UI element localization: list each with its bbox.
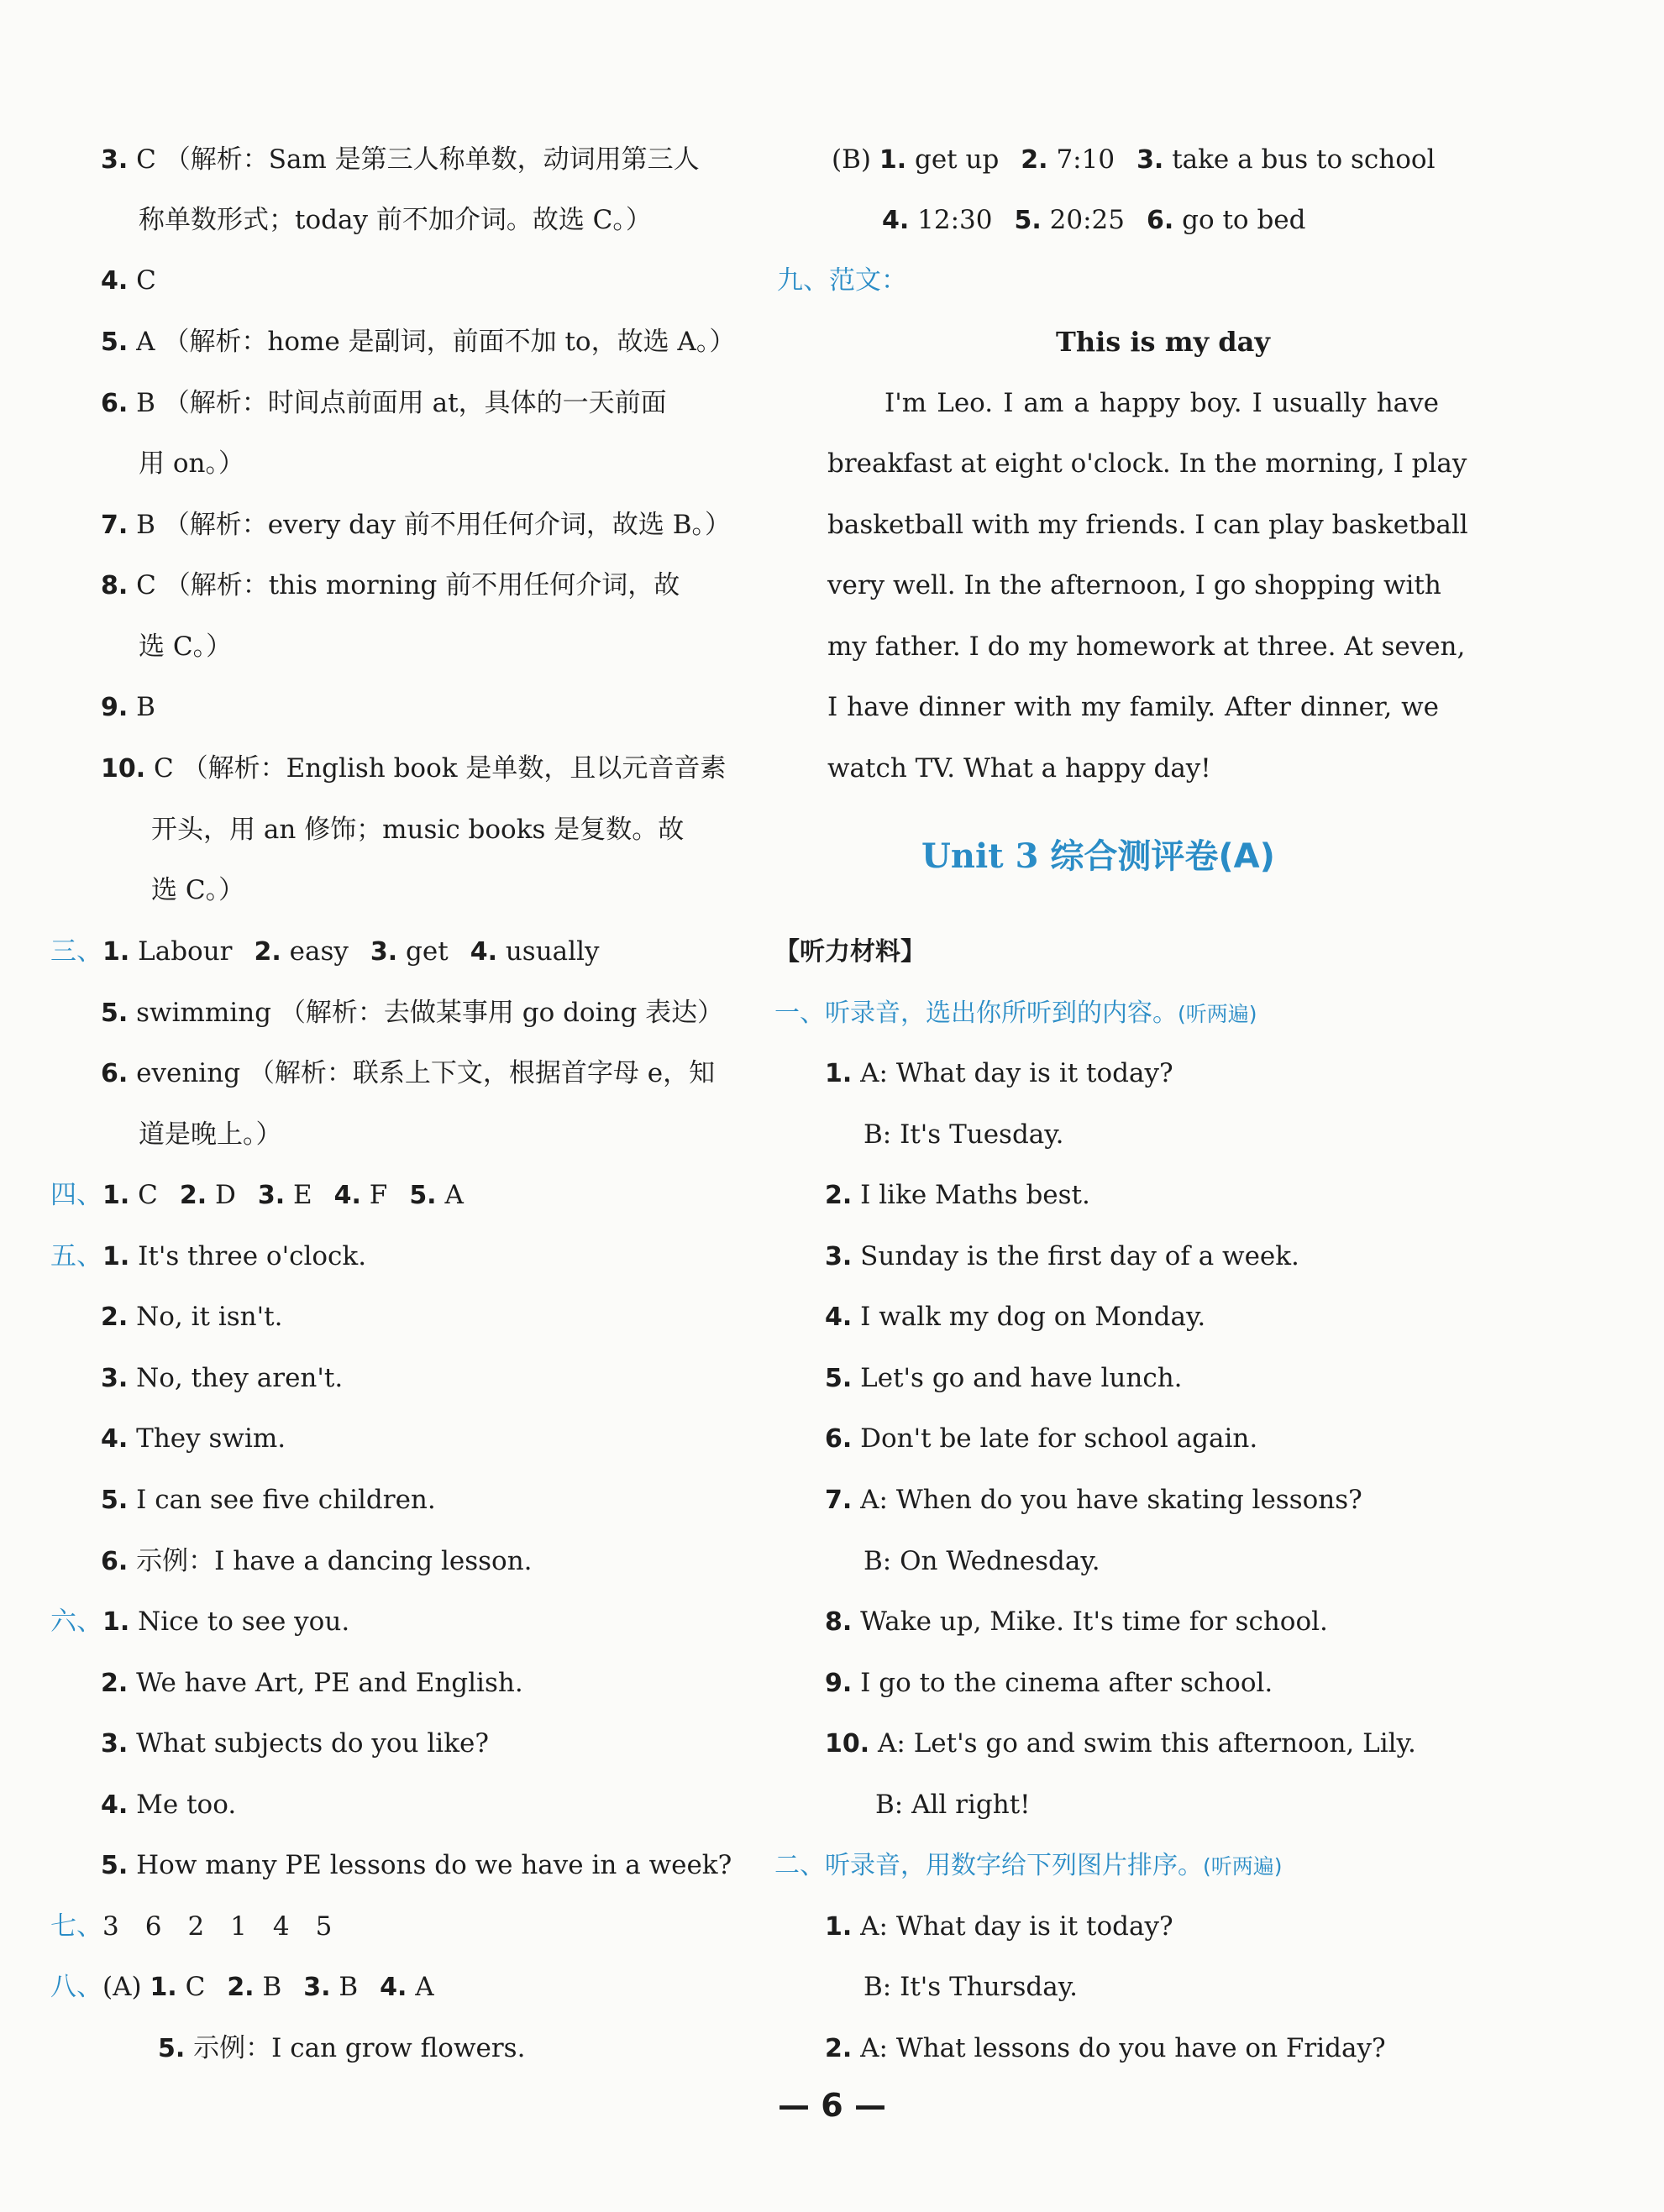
essay-line-2: breakfast at eight o'clock. In the morning, I play (827, 448, 1467, 479)
listen-6: 6. Don't be late for school again. (825, 1423, 1258, 1454)
section-6-item-1: 六、1. Nice to see you. (50, 1607, 350, 1637)
section-7: 七、3 6 2 1 4 5 (50, 1911, 333, 1942)
answer-10-cont1: 开头，用 an 修饰；music books 是复数。故 (151, 815, 685, 845)
section-8-a: 八、(A) 1. C 2. B 3. B 4. A (50, 1972, 434, 2002)
page-number: — 6 — (778, 2087, 886, 2124)
section-3-line-1: 三、1. Labour 2. easy 3. get 4. usually (50, 936, 600, 967)
section-8-b-line-1: (B) 1. get up 2. 7:10 3. take a bus to school (832, 144, 1436, 175)
section-5-item-6: 6. 示例：I have a dancing lesson. (101, 1546, 533, 1576)
section-5-item-4: 4. They swim. (101, 1423, 286, 1454)
listen-5: 5. Let's go and have lunch. (825, 1363, 1183, 1393)
answer-6-cont: 用 on。） (139, 448, 244, 479)
listen-7b: B: On Wednesday. (863, 1546, 1100, 1576)
essay-line-4: very well. In the afternoon, I go shopping with (827, 570, 1441, 600)
answer-9: 9. B (101, 692, 155, 722)
essay-line-6: I have dinner with my family. After dinner, we (827, 692, 1439, 722)
essay-title: This is my day (1056, 326, 1270, 358)
answer-6: 6. B （解析：时间点前面用 at，具体的一天前面 (101, 388, 667, 418)
essay-line-1: I'm Leo. I am a happy boy. I usually have (884, 388, 1439, 418)
listen-7a: 7. A: When do you have skating lessons? (825, 1485, 1362, 1515)
listening-header: 【听力材料】 (774, 937, 926, 967)
section-6-item-2: 2. We have Art, PE and English. (101, 1668, 523, 1698)
part-2-item-2a: 2. A: What lessons do you have on Friday? (825, 2033, 1386, 2063)
part-2-item-1b: B: It's Thursday. (863, 1972, 1078, 2002)
essay-line-3: basketball with my friends. I can play basketball (827, 510, 1468, 540)
answer-3: 3. C （解析：Sam 是第三人称单数，动词用第三人 (101, 144, 700, 175)
part-2-item-1a: 1. A: What day is it today? (825, 1911, 1173, 1942)
listen-1a: 1. A: What day is it today? (825, 1058, 1173, 1088)
section-4: 四、1. C 2. D 3. E 4. F 5. A (50, 1180, 464, 1210)
part-2-header: 二、听录音，用数字给下列图片排序。(听两遍) (774, 1851, 1283, 1880)
unit-title: Unit 3 综合测评卷(A) (921, 836, 1275, 876)
section-5-item-5: 5. I can see five children. (101, 1485, 436, 1515)
section-5-item-2: 2. No, it isn't. (101, 1302, 283, 1332)
answer-8: 8. C （解析：this morning 前不用任何介词，故 (101, 570, 680, 600)
section-5-item-3: 3. No, they aren't. (101, 1363, 344, 1393)
listen-10b: B: All right! (875, 1790, 1031, 1820)
listen-4: 4. I walk my dog on Monday. (825, 1302, 1206, 1332)
listen-9: 9. I go to the cinema after school. (825, 1668, 1273, 1698)
section-6-item-3: 3. What subjects do you like? (101, 1728, 489, 1759)
listen-1b: B: It's Tuesday. (863, 1119, 1064, 1150)
answer-5: 5. A （解析：home 是副词，前面不加 to，故选 A。） (101, 327, 736, 357)
section-9-header: 九、范文： (777, 265, 907, 296)
answer-8-cont: 选 C。） (139, 632, 233, 662)
answer-10: 10. C （解析：English book 是单数，且以元音音素 (101, 753, 727, 784)
section-8-b-line-2: 4. 12:30 5. 20:25 6. go to bed (882, 205, 1306, 235)
answer-10-cont2: 选 C。） (151, 875, 245, 905)
section-5-item-1: 五、1. It's three o'clock. (50, 1241, 367, 1271)
answer-4: 4. C (101, 265, 156, 296)
section-8-a-item-5: 5. 示例：I can grow flowers. (158, 2033, 526, 2063)
section-3-item-6: 6. evening （解析：联系上下文，根据首字母 e，知 (101, 1058, 716, 1088)
listen-2: 2. I like Maths best. (825, 1180, 1090, 1210)
section-3-item-5: 5. swimming （解析：去做某事用 go doing 表达） (101, 998, 724, 1028)
listen-10a: 10. A: Let's go and swim this afternoon, Lily. (825, 1728, 1416, 1759)
listen-3: 3. Sunday is the first day of a week. (825, 1241, 1299, 1271)
section-6-item-5: 5. How many PE lessons do we have in a week? (101, 1850, 732, 1880)
essay-line-5: my father. I do my homework at three. At seven, (827, 632, 1466, 662)
answer-7: 7. B （解析：every day 前不用任何介词，故选 B。） (101, 510, 731, 540)
section-6-item-4: 4. Me too. (101, 1790, 237, 1820)
section-3-item-6-cont: 道是晚上。） (139, 1119, 282, 1150)
part-1-header: 一、听录音，选出你所听到的内容。(听两遍) (774, 999, 1257, 1028)
listen-8: 8. Wake up, Mike. It's time for school. (825, 1607, 1328, 1637)
answer-3-cont: 称单数形式；today 前不加介词。故选 C。） (139, 205, 652, 235)
essay-line-7: watch TV. What a happy day! (827, 753, 1211, 784)
